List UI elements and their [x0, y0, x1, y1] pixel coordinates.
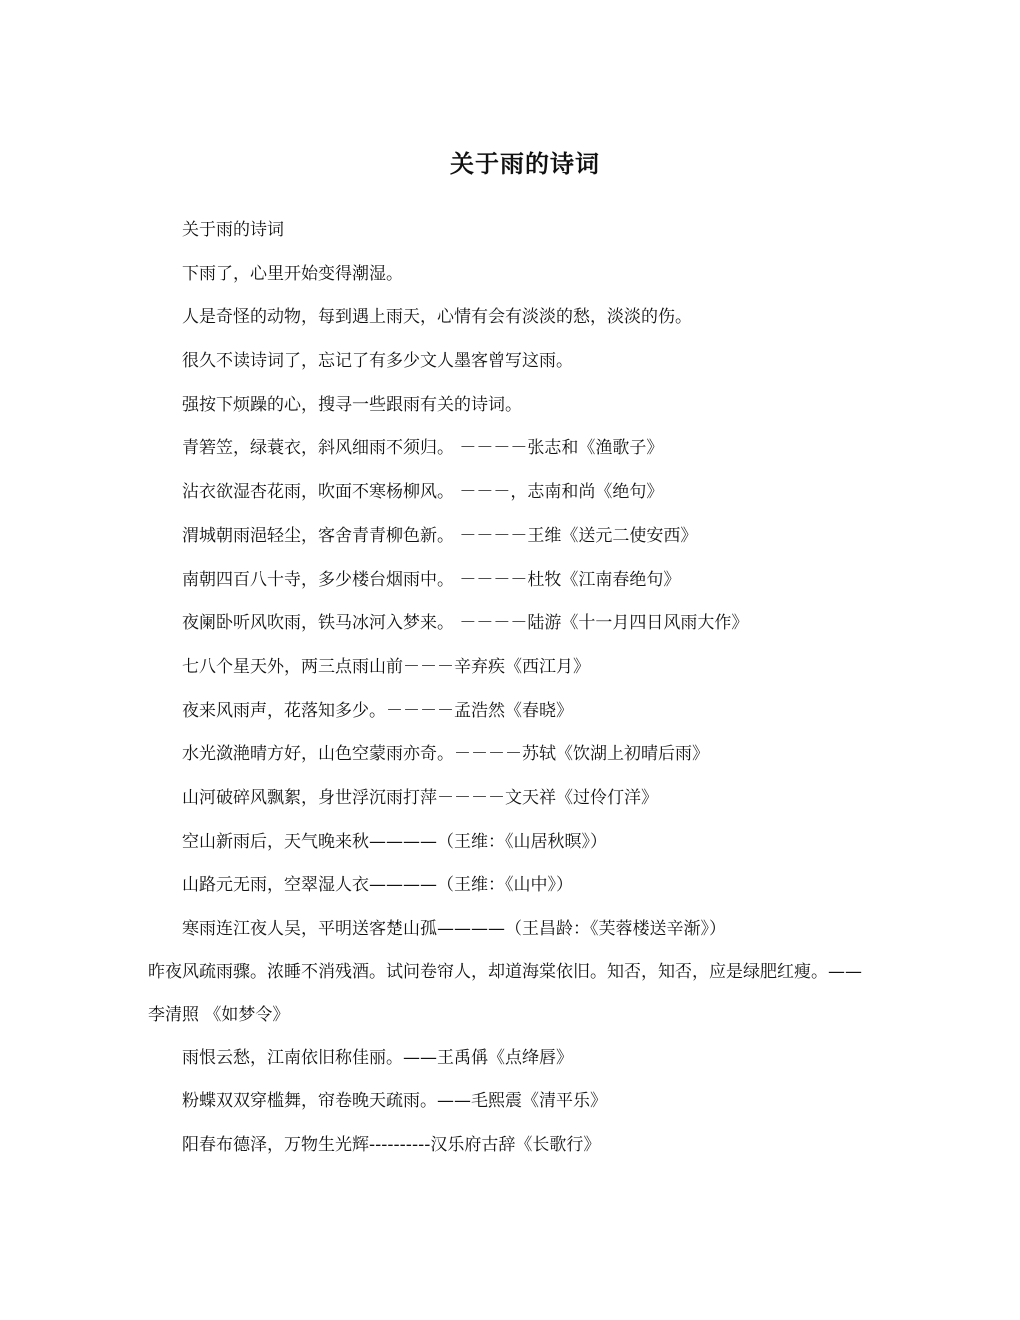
paragraph-3: 人是奇怪的动物，每到遇上雨天，心情有会有淡淡的愁，淡淡的伤。 — [182, 307, 692, 328]
paragraph-1: 关于雨的诗词 — [182, 220, 284, 240]
poem-line-3: 渭城朝雨浥轻尘，客舍青青柳色新。 －－－－王维《送元二使安西》 — [182, 525, 698, 546]
poem-line-10: 空山新雨后，天气晚来秋————（王维：《山居秋暝》） — [182, 831, 607, 852]
paragraph-4: 很久不读诗词了，忘记了有多少文人墨客曾写这雨。 — [182, 351, 573, 372]
poem-line-14: 雨恨云愁，江南依旧称佳丽。——王禹偁《点绛唇》 — [182, 1047, 573, 1068]
poem-line-13: 昨夜风疏雨骤。浓睡不消残酒。试问卷帘人，却道海棠依旧。知否，知否，应是绿肥红瘦。——李清照 《如梦令》 — [148, 961, 862, 1025]
poem-line-4: 南朝四百八十寺，多少楼台烟雨中。 －－－－杜牧《江南春绝句》 — [182, 569, 681, 590]
document-body — [148, 214, 878, 1173]
poem-line-11: 山路元无雨，空翠湿人衣————（王维：《山中》） — [182, 875, 573, 896]
poem-line-16: 阳春布德泽，万物生光辉----------汉乐府古辞《长歌行》 — [182, 1135, 601, 1156]
page-title: 关于雨的诗词 — [450, 149, 600, 178]
poem-line-2: 沾衣欲湿杏花雨，吹面不寒杨柳风。 －－－，志南和尚《绝句》 — [182, 482, 664, 503]
poem-line-5: 夜阑卧听风吹雨，铁马冰河入梦来。 －－－－陆游《十一月四日风雨大作》 — [182, 613, 749, 634]
poem-line-6: 七八个星天外，两三点雨山前－－－辛弃疾《西江月》 — [182, 656, 590, 677]
poem-line-12: 寒雨连江夜人吴，平明送客楚山孤————（王昌龄：《芙蓉楼送辛渐》） — [182, 919, 726, 939]
poem-line-7: 夜来风雨声，花落知多少。－－－－孟浩然《春晓》 — [182, 700, 573, 721]
poem-line-15: 粉蝶双双穿槛舞，帘卷晚天疏雨。——毛熙震《清平乐》 — [182, 1091, 607, 1112]
paragraph-5: 强按下烦躁的心，搜寻一些跟雨有关的诗词。 — [182, 394, 522, 415]
poem-line-9: 山河破碎风飘絮，身世浮沉雨打萍－－－－文天祥《过伶仃洋》 — [182, 787, 658, 808]
poem-line-8: 水光潋滟晴方好，山色空蒙雨亦奇。－－－－苏轼《饮湖上初晴后雨》 — [182, 744, 709, 765]
paragraph-2: 下雨了，心里开始变得潮湿。 — [182, 263, 403, 284]
poem-line-1: 青箬笠，绿蓑衣，斜风细雨不须归。 －－－－张志和《渔歌子》 — [182, 438, 664, 459]
